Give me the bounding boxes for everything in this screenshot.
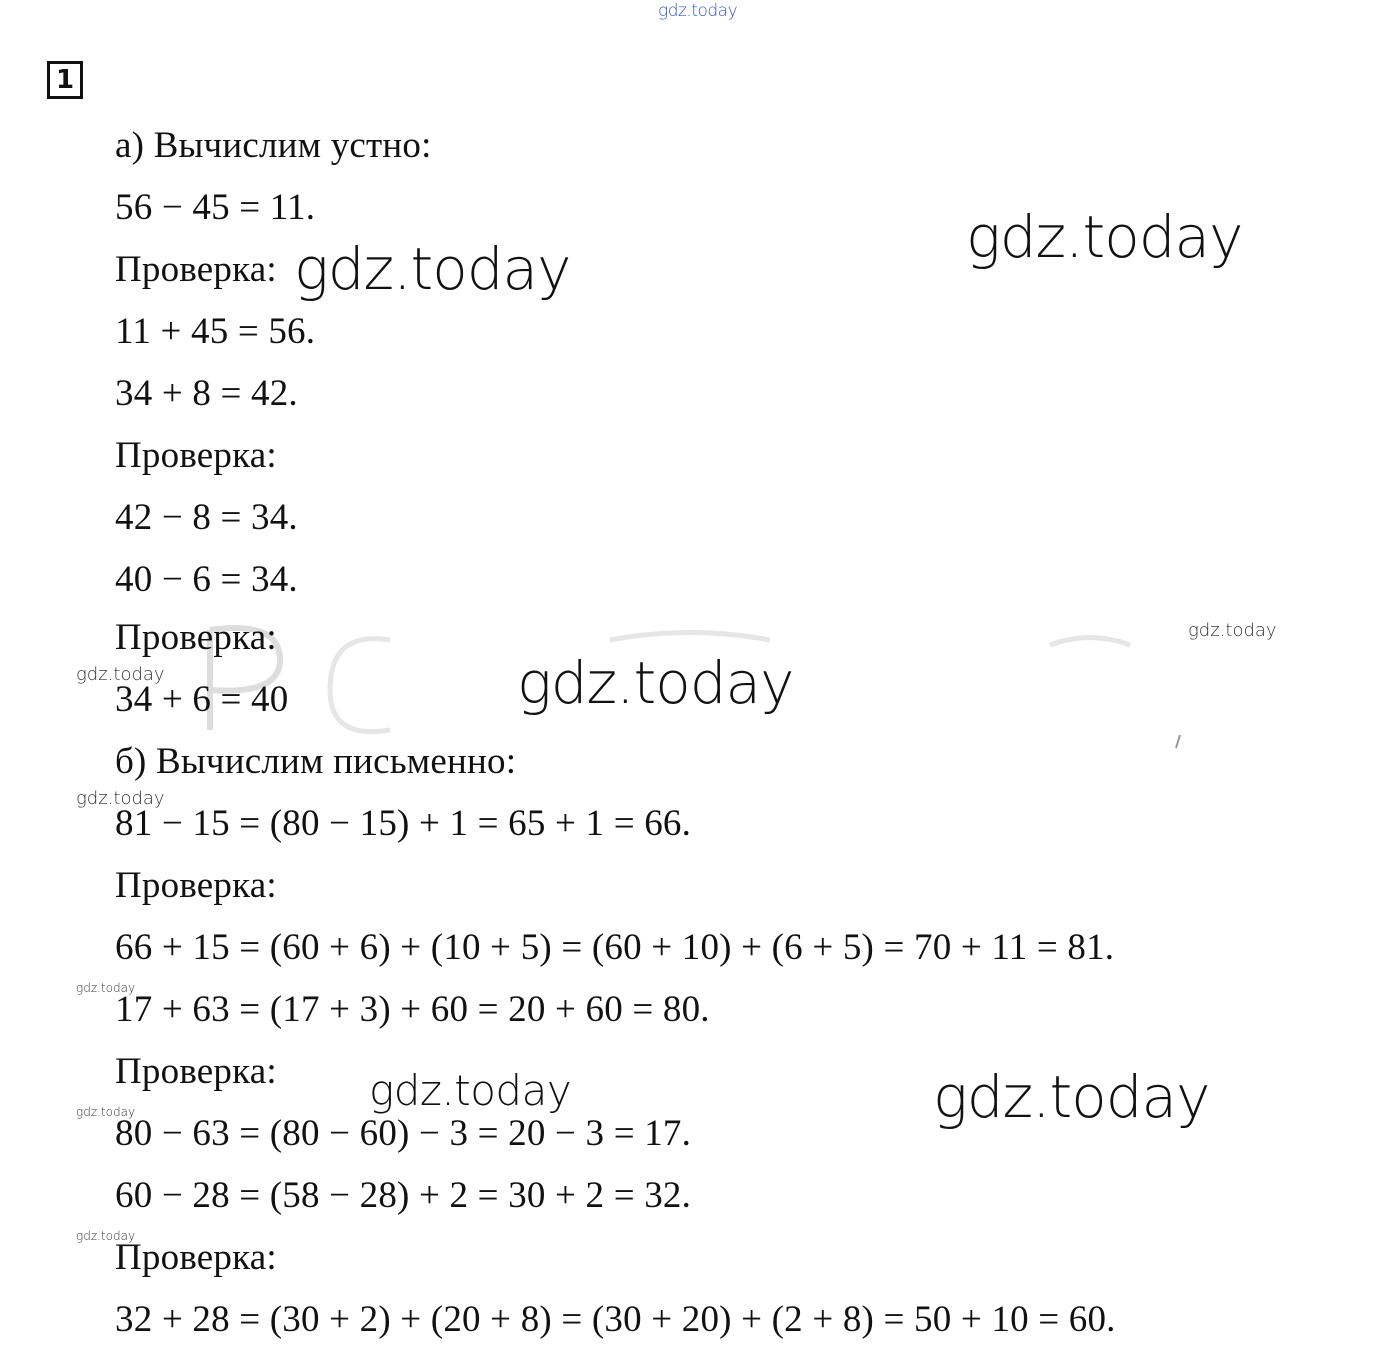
solution-line: 40 − 6 = 34.: [115, 559, 298, 600]
solution-line: 11 + 45 = 56.: [115, 311, 316, 352]
solution-line: 17 + 63 = (17 + 3) + 60 = 20 + 60 = 80.: [115, 989, 710, 1030]
solution-line: а) Вычислим устно:: [115, 125, 432, 166]
solution-line: б) Вычислим письменно:: [115, 741, 517, 782]
watermark-top: gdz.today: [658, 1, 738, 21]
solution-line: Проверка:: [115, 617, 277, 658]
watermark-medium: gdz.today: [369, 1066, 572, 1115]
watermark-tiny: gdz.today: [76, 1105, 136, 1119]
solution-line: 80 − 63 = (80 − 60) − 3 = 20 − 3 = 17.: [115, 1113, 692, 1154]
watermark-large: gdz.today: [933, 1063, 1210, 1131]
solution-line: Проверка:: [115, 1051, 277, 1092]
task-number: 1: [55, 65, 75, 95]
solution-line: Проверка:: [115, 865, 277, 906]
solution-line: Проверка:: [115, 1237, 277, 1278]
watermark-small: gdz.today: [76, 664, 165, 685]
solution-line: Проверка:: [115, 249, 277, 290]
solution-line: 32 + 28 = (30 + 2) + (20 + 8) = (30 + 20) + (2 + 8) = 50 + 10 = 60.: [115, 1299, 1116, 1340]
watermark-small: gdz.today: [76, 788, 165, 809]
task-number-box: [47, 61, 83, 99]
watermark-large: gdz.today: [294, 235, 571, 303]
solution-line: 66 + 15 = (60 + 6) + (10 + 5) = (60 + 10) + (6 + 5) = 70 + 11 = 81.: [115, 927, 1115, 968]
watermark-tiny: gdz.today: [76, 1229, 136, 1243]
solution-line: 34 + 6 = 40: [115, 679, 289, 720]
watermark-large: gdz.today: [966, 203, 1243, 271]
watermark-large: gdz.today: [517, 649, 794, 717]
solution-line: 34 + 8 = 42.: [115, 373, 298, 414]
solution-line: 60 − 28 = (58 − 28) + 2 = 30 + 2 = 32.: [115, 1175, 692, 1216]
solution-line: 42 − 8 = 34.: [115, 497, 298, 538]
watermark-small: gdz.today: [1188, 620, 1277, 641]
solution-line: 81 − 15 = (80 − 15) + 1 = 65 + 1 = 66.: [115, 803, 692, 844]
solution-line: 56 − 45 = 11.: [115, 187, 316, 228]
solution-line: Проверка:: [115, 435, 277, 476]
watermark-tiny: gdz.today: [76, 981, 136, 995]
